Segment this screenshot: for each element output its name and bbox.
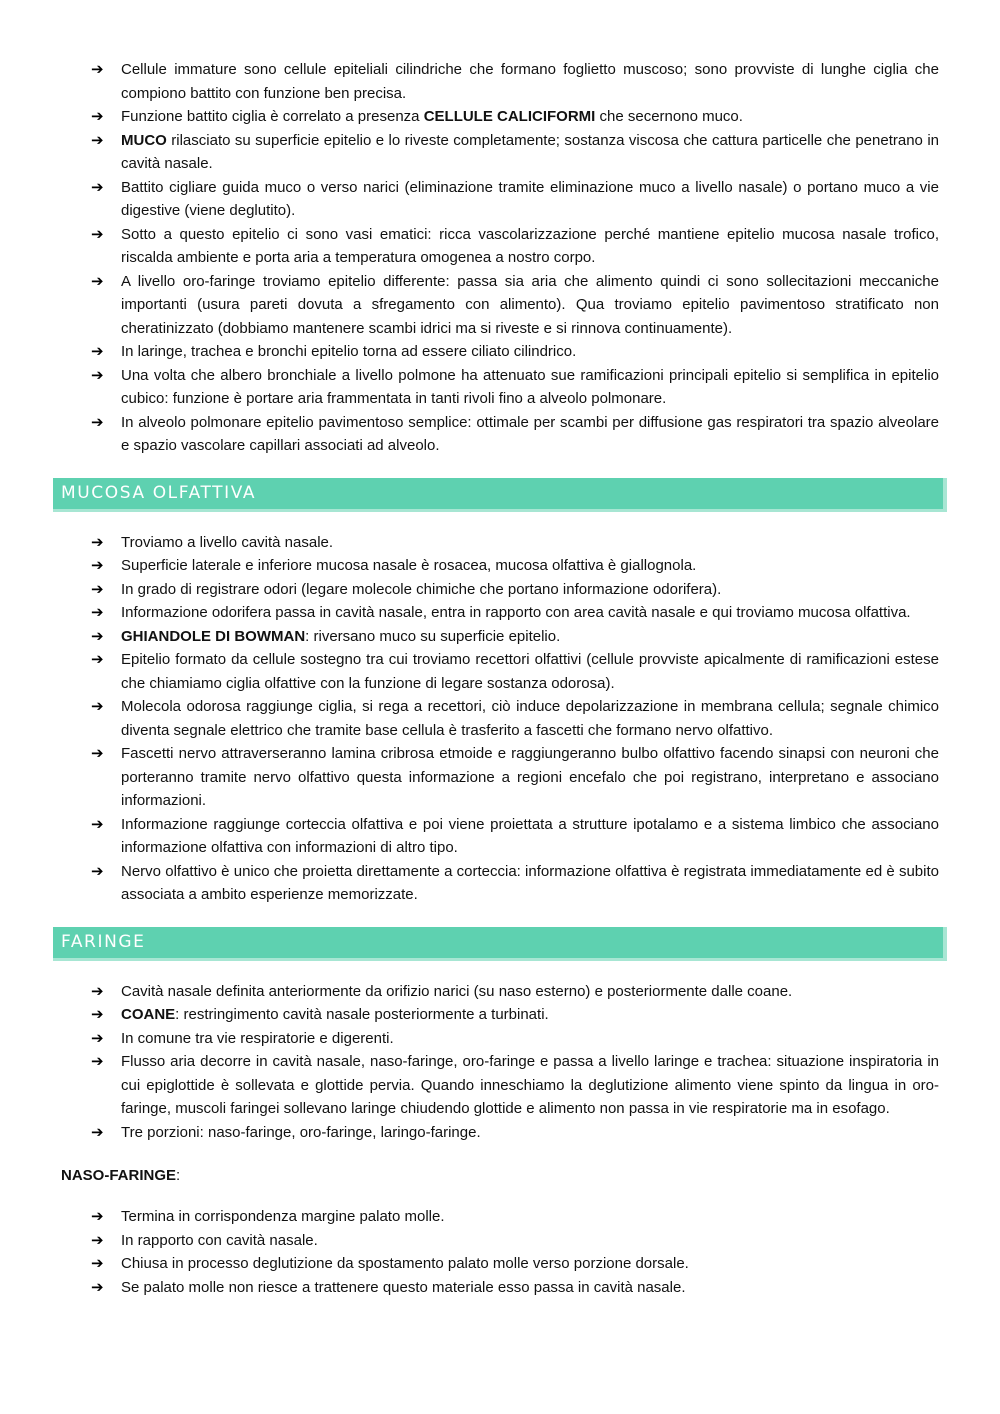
arrow-bullet-icon: ➔ xyxy=(91,1029,104,1047)
list-item xyxy=(91,1050,939,1121)
item-text: Battito cigliare guida muco o verso narici (eliminazione tramite eliminazione muco a livello nasale) o portano muco a vie digestive (viene deglutito). xyxy=(121,178,939,219)
arrow-bullet-icon: ➔ xyxy=(91,1231,104,1249)
list-item xyxy=(91,695,939,742)
arrow-bullet-icon: ➔ xyxy=(91,272,104,290)
list-item xyxy=(91,648,939,695)
arrow-bullet-icon: ➔ xyxy=(91,651,104,668)
arrow-bullet-icon: ➔ xyxy=(91,698,104,715)
list-item xyxy=(91,411,939,458)
arrow-bullet-icon: ➔ xyxy=(91,745,104,762)
arrow-bullet-icon: ➔ xyxy=(91,108,104,125)
item-text: In comune tra vie respiratorie e digerenti. xyxy=(121,1029,394,1047)
item-text: Nervo olfattivo è unico che proietta direttamente a corteccia: informazione olfattiva è registrata immediatamente ed è subito associata a ambito esperienze memorizzate. xyxy=(121,862,939,903)
arrow-bullet-icon: ➔ xyxy=(91,580,104,598)
bullet-list-naso-faringe xyxy=(0,1205,1000,1299)
item-text: Fascetti nervo attraverseranno lamina cribrosa etmoide e raggiungeranno bulbo olfattivo facendo sinapsi con neuroni che porteranno tramite nervo olfattivo questa informazione a regioni encefalo che poi registrano, interpretano e associano informazioni. xyxy=(121,745,939,809)
arrow-bullet-icon: ➔ xyxy=(91,343,104,360)
item-text: Cellule immature sono cellule epiteliali cilindriche che formano foglietto muscoso; sono provviste di lunghe ciglia che compiono battito con funzione ben precisa. xyxy=(121,61,939,102)
arrow-bullet-icon: ➔ xyxy=(91,178,104,196)
item-text: Cavità nasale definita anteriormente da orifizio narici (su naso esterno) e posteriormente dalle coane. xyxy=(121,982,793,1000)
arrow-bullet-icon: ➔ xyxy=(91,815,104,833)
list-item xyxy=(91,601,939,625)
arrow-bullet-icon: ➔ xyxy=(91,862,104,880)
item-text: Epitelio formato da cellule sostegno tra cui troviamo recettori olfattivi (cellule provviste apicalmente di ramificazioni estese che chiamiamo ciglia olfattive con la funzione di legare sostanza odorosa). xyxy=(121,651,939,692)
subheading-bold: NASO-FARINGE xyxy=(61,1167,177,1184)
item-text: Flusso aria decorre in cavità nasale, naso-faringe, oro-faringe e passa a livello laringe e trachea: situazione inspiratoria in cui epiglottide è sollevata e glottide pervia. Quando inneschiamo la deglutizione alimento viene spinto da lingua in oro-faringe, muscoli faringei sollevano laringe chiudendo glottide e alimento non passa in vie respiratorie ma in esofago. xyxy=(121,1053,939,1117)
page-content xyxy=(0,58,1000,1299)
list-item xyxy=(91,129,939,176)
list-item xyxy=(91,364,939,411)
item-text: In rapporto con cavità nasale. xyxy=(121,1231,318,1249)
item-text: Chiusa in processo deglutizione da spostamento palato molle verso porzione dorsale. xyxy=(121,1255,689,1272)
list-item xyxy=(91,1229,939,1253)
item-bold-term: GHIANDOLE DI BOWMAN xyxy=(121,627,306,645)
subheading-naso-faringe xyxy=(61,1164,1000,1187)
item-text: In alveolo polmonare epitelio pavimentoso semplice: ottimale per scambi per diffusione gas respiratori tra spazio alveolare e spazio vascolare capillari associati ad alveolo. xyxy=(121,413,939,454)
list-item xyxy=(91,980,939,1004)
list-item xyxy=(91,1027,939,1051)
list-item xyxy=(91,860,939,907)
item-text: Funzione battito ciglia è correlato a presenza xyxy=(121,108,424,125)
arrow-bullet-icon: ➔ xyxy=(91,1278,104,1296)
list-item xyxy=(91,742,939,813)
arrow-bullet-icon: ➔ xyxy=(91,1006,104,1023)
list-item xyxy=(91,554,939,578)
arrow-bullet-icon: ➔ xyxy=(91,557,104,574)
item-text: A livello oro-faringe troviamo epitelio differente: passa sia aria che alimento quindi ci sono sollecitazioni meccaniche importanti (usura pareti dovuta a sfregamento con alimento). Qua troviamo epitelio pavimentoso stratificato non cheratinizzato (dobbiamo mantenere scambi idrici ma si riveste e si rinnova continuamente). xyxy=(121,272,939,337)
list-item xyxy=(91,1205,939,1229)
arrow-bullet-icon: ➔ xyxy=(91,131,104,149)
arrow-bullet-icon: ➔ xyxy=(91,225,104,243)
arrow-bullet-icon: ➔ xyxy=(91,604,104,621)
list-item xyxy=(91,1003,939,1027)
section-title: FARINGE xyxy=(61,932,146,952)
item-text: Informazione odorifera passa in cavità nasale, entra in rapporto con area cavità nasale e qui troviamo mucosa olfattiva. xyxy=(121,604,911,621)
item-text: Se palato molle non riesce a trattenere questo materiale esso passa in cavità nasale. xyxy=(121,1278,686,1296)
item-text: rilasciato su superficie epitelio e lo riveste completamente; sostanza viscosa che cattura particelle che penetrano in cavità nasale. xyxy=(121,131,939,172)
arrow-bullet-icon: ➔ xyxy=(91,627,104,645)
list-item xyxy=(91,176,939,223)
list-item xyxy=(91,340,939,364)
arrow-bullet-icon: ➔ xyxy=(91,982,104,1000)
list-item xyxy=(91,105,939,129)
arrow-bullet-icon: ➔ xyxy=(91,61,104,78)
bullet-list-epitelio xyxy=(0,58,1000,458)
item-text: Troviamo a livello cavità nasale. xyxy=(121,533,334,551)
item-bold-term: CELLULE CALICIFORMI xyxy=(423,108,596,125)
item-text: Informazione raggiunge corteccia olfattiva e poi viene proiettata a strutture ipotalamo e a sistema limbico che associano informazione olfattiva con informazioni di altro tipo. xyxy=(121,815,939,856)
list-item xyxy=(91,270,939,341)
section-header-mucosa-olfattiva xyxy=(53,478,947,512)
list-item xyxy=(91,813,939,860)
list-item xyxy=(91,1252,939,1276)
arrow-bullet-icon: ➔ xyxy=(91,533,104,551)
arrow-bullet-icon: ➔ xyxy=(91,1208,104,1225)
item-text: Sotto a questo epitelio ci sono vasi ematici: ricca vascolarizzazione perché mantiene epitelio mucosa nasale trofico, riscalda ambiente e porta aria a temperatura omogenea a nostro corpo. xyxy=(121,225,939,266)
list-item xyxy=(91,58,939,105)
item-text: In grado di registrare odori (legare molecole chimiche che portano informazione odorifera). xyxy=(121,580,722,598)
list-item xyxy=(91,1276,939,1300)
item-text: Superficie laterale e inferiore mucosa nasale è rosacea, mucosa olfattiva è giallognola. xyxy=(121,557,697,574)
list-item xyxy=(91,1121,939,1145)
arrow-bullet-icon: ➔ xyxy=(91,413,104,431)
list-item xyxy=(91,531,939,555)
arrow-bullet-icon: ➔ xyxy=(91,366,104,384)
bullet-list-faringe xyxy=(0,980,1000,1145)
arrow-bullet-icon: ➔ xyxy=(91,1053,104,1070)
arrow-bullet-icon: ➔ xyxy=(91,1255,104,1272)
item-text: Termina in corrispondenza margine palato molle. xyxy=(121,1208,445,1225)
arrow-bullet-icon: ➔ xyxy=(91,1123,104,1141)
item-text: Tre porzioni: naso-faringe, oro-faringe, laringo-faringe. xyxy=(121,1123,481,1141)
section-title: MUCOSA OLFATTIVA xyxy=(61,483,257,503)
item-text: : restringimento cavità nasale posteriormente a turbinati. xyxy=(175,1006,549,1023)
item-text: In laringe, trachea e bronchi epitelio torna ad essere ciliato cilindrico. xyxy=(121,343,577,360)
list-item xyxy=(91,223,939,270)
list-item xyxy=(91,625,939,649)
item-text: : riversano muco su superficie epitelio. xyxy=(305,627,561,645)
item-bold-term: MUCO xyxy=(121,131,167,149)
item-text: che secernono muco. xyxy=(595,108,743,125)
list-item xyxy=(91,578,939,602)
section-header-faringe xyxy=(53,927,947,961)
item-text: Una volta che albero bronchiale a livello polmone ha attenuato sue ramificazioni principali epitelio si semplifica in epitelio cubico: funzione è portare aria frammentata in tanti rivoli fino a alveolo polmonare. xyxy=(121,366,939,407)
item-bold-term: COANE xyxy=(121,1006,176,1023)
bullet-list-mucosa-olfattiva xyxy=(0,531,1000,907)
item-text: Molecola odorosa raggiunge ciglia, si rega a recettori, ciò induce depolarizzazione in membrana cellula; segnale chimico diventa segnale elettrico che tramite base cellula è trasferito a fascetti che formano nervo olfattivo. xyxy=(121,698,939,739)
subheading-suffix: : xyxy=(176,1167,181,1184)
